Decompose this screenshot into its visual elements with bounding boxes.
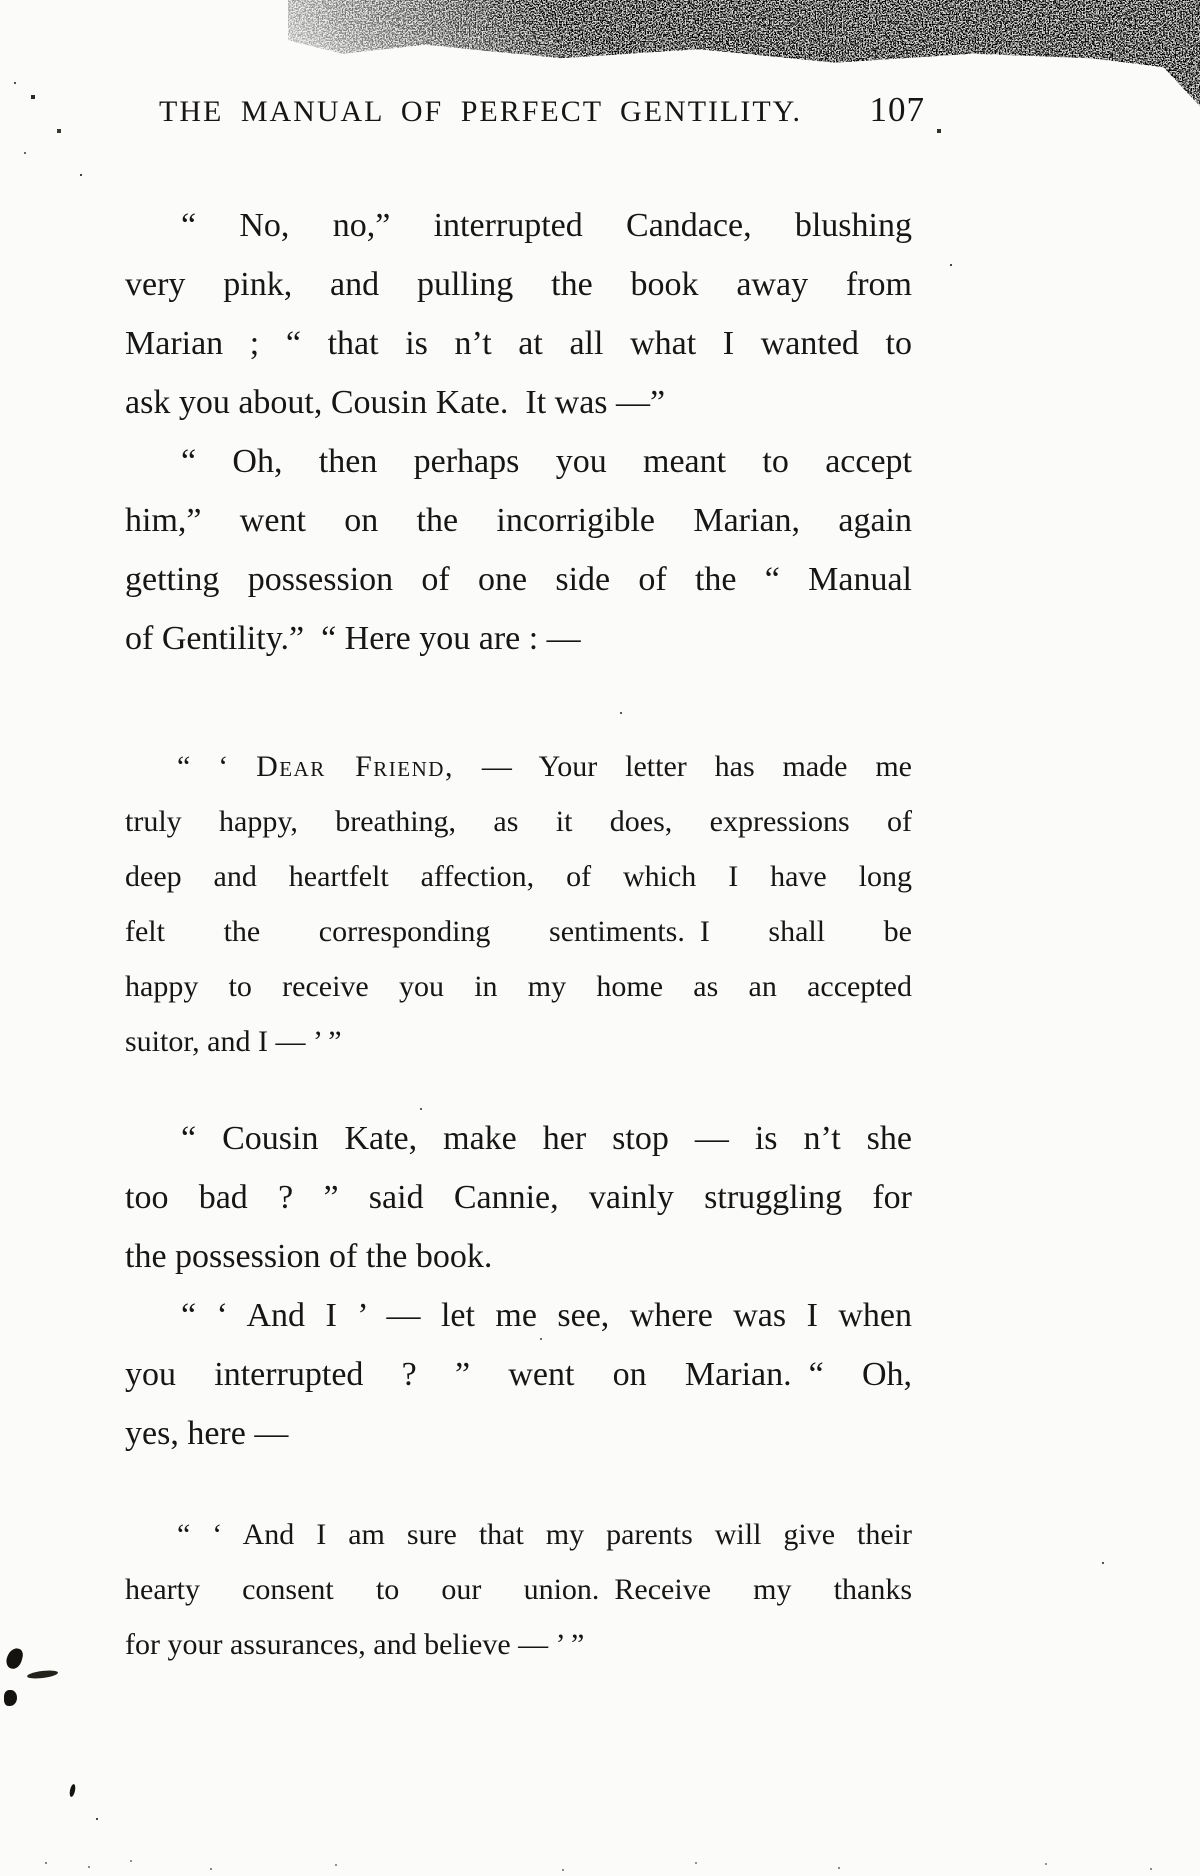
page-text [125, 196, 912, 1672]
ink-blot [5, 1646, 25, 1670]
scan-specks [0, 0, 2, 2]
text-line: getting possession of one side of the “ Manual [125, 561, 912, 598]
text-line: happy to receive you in my home as an accepted [125, 970, 912, 1003]
salutation: Dear Friend, [256, 750, 454, 783]
text-line: deep and heartfelt affection, of which I have long [125, 860, 912, 893]
text-line: “ Cousin Kate, make her stop — is n’t she [181, 1120, 912, 1157]
text-line: yes, here — [125, 1415, 289, 1452]
text-line: suitor, and I — ’ ” [125, 1025, 342, 1058]
text-line: the possession of the book. [125, 1238, 493, 1275]
page-number: 107 [869, 90, 925, 129]
ink-blot [69, 1784, 77, 1798]
text-line: “ ‘ And I ’ — let me see, where was I when [181, 1297, 912, 1334]
text-line: “ ‘ And I am sure that my parents will give their [177, 1518, 912, 1551]
text-line: Marian ; “ that is n’t at all what I wanted to [125, 325, 912, 362]
running-title: THE MANUAL OF PERFECT GENTILITY. [159, 95, 802, 128]
text-line: very pink, and pulling the book away from [125, 266, 912, 303]
quoted-letter-2 [125, 1507, 912, 1672]
ink-blot [27, 1669, 59, 1680]
paragraph-4 [125, 1286, 912, 1463]
paragraph-1 [125, 196, 912, 432]
text-line [125, 739, 912, 794]
paragraph-2 [125, 432, 912, 668]
text-line: you interrupted ? ” went on Marian. “ Oh, [125, 1356, 912, 1393]
quote-open: “ ‘ [177, 750, 257, 783]
page-header [125, 90, 925, 130]
text-line: “ No, no,” interrupted Candace, blushing [181, 207, 912, 244]
text-line: hearty consent to our union. Receive my thanks [125, 1573, 912, 1606]
salutation-rest: — Your letter has made me [453, 750, 912, 783]
text-line: too bad ? ” said Cannie, vainly struggling for [125, 1179, 912, 1216]
text-line: felt the corresponding sentiments. I shall be [125, 915, 912, 948]
text-line: ask you about, Cousin Kate. It was —” [125, 384, 666, 421]
text-line: for your assurances, and believe — ’ ” [125, 1628, 585, 1661]
text-line: “ Oh, then perhaps you meant to accept [181, 443, 912, 480]
text-line: truly happy, breathing, as it does, expressions of [125, 805, 912, 838]
ink-blot [4, 1690, 17, 1706]
quoted-letter-1 [125, 739, 912, 1069]
text-line: him,” went on the incorrigible Marian, again [125, 502, 912, 539]
paragraph-3 [125, 1109, 912, 1286]
text-line: of Gentility.” “ Here you are : — [125, 620, 581, 657]
